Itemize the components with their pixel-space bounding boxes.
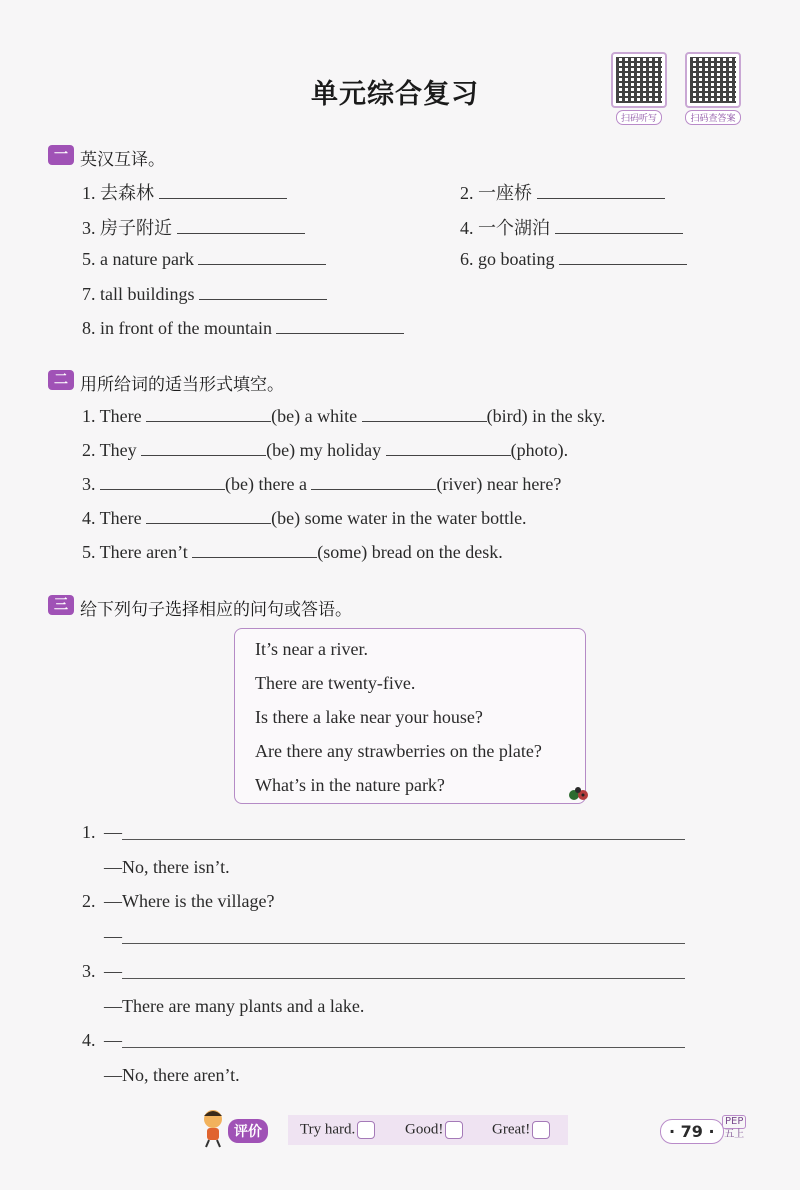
list-item: 4. There (be) some water in the water bottle. xyxy=(82,508,527,528)
section-badge: 三 xyxy=(48,595,74,615)
answer-blank[interactable] xyxy=(559,250,687,265)
answer-blank[interactable] xyxy=(537,184,665,199)
qr-code-icon xyxy=(685,52,741,108)
answer-blank[interactable] xyxy=(386,441,511,456)
page-title: 单元综合复习 xyxy=(311,79,479,110)
dialog-number: 1. xyxy=(82,822,96,842)
dialog-line: —Where is the village? xyxy=(104,891,275,911)
ladybug-decoration-icon xyxy=(567,785,591,805)
qr-label: 扫码听写 xyxy=(616,110,662,125)
rating-try-hard[interactable]: Try hard. xyxy=(300,1121,375,1139)
option-item[interactable]: It’s near a river. xyxy=(255,639,368,659)
section-badge: 二 xyxy=(48,370,74,390)
answer-line[interactable] xyxy=(122,839,685,840)
section-title: 给下列句子选择相应的问句或答语。 xyxy=(80,600,352,620)
answer-blank[interactable] xyxy=(141,441,266,456)
list-item: 1. 去森林 xyxy=(82,179,287,205)
section-title: 英汉互译。 xyxy=(80,150,165,170)
section-badge: 一 xyxy=(48,145,74,165)
list-item: 8. in front of the mountain xyxy=(82,318,404,339)
answer-blank[interactable] xyxy=(159,184,287,199)
dialog-number: 2. xyxy=(82,891,96,911)
options-box xyxy=(234,628,586,804)
page-number: · 79 · xyxy=(660,1119,724,1144)
answer-line[interactable] xyxy=(122,943,685,944)
list-item: 7. tall buildings xyxy=(82,284,327,305)
qr-label: 扫码查答案 xyxy=(685,110,740,125)
dialog-line: —No, there aren’t. xyxy=(104,1065,240,1085)
dialog-number: 3. xyxy=(82,961,96,981)
answer-blank[interactable] xyxy=(100,475,225,490)
dialog-number: 4. xyxy=(82,1030,96,1050)
rating-great[interactable]: Great! xyxy=(492,1121,550,1139)
list-item: 3. (be) there a (river) near here? xyxy=(82,474,562,494)
list-item: 5. There aren’t (some) bread on the desk. xyxy=(82,542,503,562)
answer-blank[interactable] xyxy=(198,250,326,265)
answer-line[interactable] xyxy=(122,1047,685,1048)
answer-blank[interactable] xyxy=(362,407,487,422)
option-item[interactable]: Are there any strawberries on the plate? xyxy=(255,741,542,761)
rating-panel xyxy=(288,1115,568,1145)
dialog-line: — xyxy=(104,961,122,981)
dialog-line: —No, there isn’t. xyxy=(104,857,230,877)
checkbox[interactable] xyxy=(445,1121,463,1139)
edition-bottom: 五上 xyxy=(724,1129,745,1140)
qr-code-icon xyxy=(611,52,667,108)
option-item[interactable]: What’s in the nature park? xyxy=(255,775,445,795)
list-item: 3. 房子附近 xyxy=(82,214,305,240)
rating-good[interactable]: Good! xyxy=(405,1121,463,1139)
answer-blank[interactable] xyxy=(146,509,271,524)
list-item: 6. go boating xyxy=(460,249,687,270)
list-item: 4. 一个湖泊 xyxy=(460,214,683,240)
answer-blank[interactable] xyxy=(555,219,683,234)
dialog-line: — xyxy=(104,822,122,842)
checkbox[interactable] xyxy=(357,1121,375,1139)
qr-dictation[interactable] xyxy=(608,52,670,126)
dialog-line: — xyxy=(104,1030,122,1050)
edition-top: PEP xyxy=(722,1115,746,1129)
answer-blank[interactable] xyxy=(146,407,271,422)
list-item: 2. They (be) my holiday (photo). xyxy=(82,440,569,460)
answer-blank[interactable] xyxy=(276,319,404,334)
cartoon-kid-icon xyxy=(198,1108,228,1148)
checkbox[interactable] xyxy=(532,1121,550,1139)
edition-mark xyxy=(722,1115,746,1141)
option-item[interactable]: There are twenty-five. xyxy=(255,673,416,693)
answer-blank[interactable] xyxy=(311,475,436,490)
evaluation-label: 评价 xyxy=(228,1119,268,1143)
section-title: 用所给词的适当形式填空。 xyxy=(80,375,284,395)
list-item: 2. 一座桥 xyxy=(460,179,665,205)
qr-answers[interactable] xyxy=(680,52,746,126)
answer-line[interactable] xyxy=(122,978,685,979)
dialog-line: — xyxy=(104,926,122,946)
list-item: 1. There (be) a white (bird) in the sky. xyxy=(82,406,606,426)
answer-blank[interactable] xyxy=(177,219,305,234)
option-item[interactable]: Is there a lake near your house? xyxy=(255,707,483,727)
answer-blank[interactable] xyxy=(199,285,327,300)
dialog-line: —There are many plants and a lake. xyxy=(104,996,365,1016)
list-item: 5. a nature park xyxy=(82,249,326,270)
answer-blank[interactable] xyxy=(192,543,317,558)
